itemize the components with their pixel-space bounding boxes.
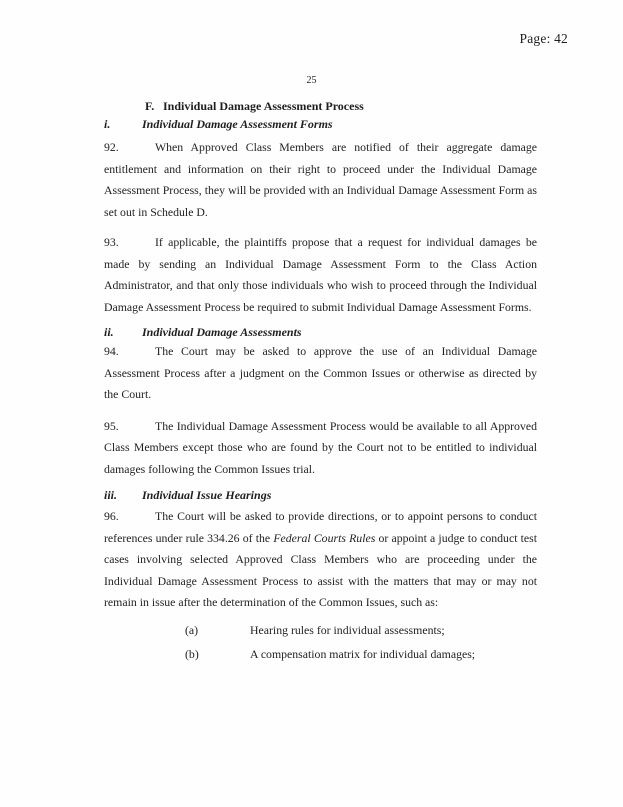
subsection-i-marker: i. [104, 117, 111, 131]
section-heading-marker: F. [145, 99, 155, 113]
paragraph-95-text: The Individual Damage Assessment Process would be available to all Approved Class Members except those who are found by the Court not to be entitled to individual damages following the Common Issues trial. [104, 418, 537, 476]
paragraph-96-text-after: or appoint a judge to conduct test cases involving selected Approved Class Members who are proceeding under the Individual Damage Assessment Process to assist with the matters that may or may not remain in issue after the determination of the Common Issues, such as: [104, 530, 538, 609]
subsection-iii-marker: iii. [104, 488, 118, 502]
subsection-iii-title: Individual Issue Hearings [142, 488, 272, 502]
subsection-ii-title: Individual Damage Assessments [142, 325, 302, 339]
list-item-a [185, 620, 537, 642]
document-body [104, 97, 537, 666]
paragraph-96-text-before: The Court will be asked to provide directions, or to appoint persons to conduct references under rule 334.26 of the [104, 509, 537, 545]
subsection-heading-ii [104, 323, 537, 341]
paragraph-93-number: 93. [104, 235, 119, 249]
list-item-a-text: Hearing rules for individual assessments; [250, 622, 445, 637]
paragraph-95 [104, 416, 537, 481]
paragraph-94-text: The Court may be asked to approve the use of an Individual Damage Assessment Process after a judgment on the Common Issues or otherwise as directed by the Court. [104, 344, 537, 401]
paragraph-93-text: If applicable, the plaintiffs propose that a request for individual damages be made by sending an Individual Damage Assessment Form to the Class Action Administrator, and that only those individuals who wish to proceed through the Individual Damage Assessment Process be required to submit Individual Damage Assessment Forms. [104, 235, 537, 314]
paragraph-93 [104, 232, 537, 318]
list-item-b [185, 644, 537, 666]
paragraph-96-citation: Federal Courts Rules [273, 530, 376, 545]
subsection-heading-i [104, 115, 537, 133]
paragraph-94-number: 94. [104, 344, 119, 358]
pdf-page-label: Page: 42 [519, 31, 568, 46]
paragraph-92 [104, 137, 537, 223]
paragraph-92-text: When Approved Class Members are notified of their aggregate damage entitlement and information on their right to proceed under the Individual Damage Assessment Process, they will be provided with an Individual Damage Assessment Form as set out in Schedule D. [104, 140, 537, 219]
subsection-heading-iii [104, 486, 537, 504]
lettered-list [104, 620, 537, 666]
section-heading-title: Individual Damage Assessment Process [163, 99, 364, 113]
subsection-ii-marker: ii. [104, 325, 114, 339]
list-item-b-marker: (b) [185, 647, 199, 661]
section-heading [145, 97, 537, 115]
subsection-i-title: Individual Damage Assessment Forms [142, 117, 333, 131]
paragraph-96-number: 96. [104, 509, 119, 523]
paragraph-96 [104, 506, 537, 614]
paragraph-92-number: 92. [104, 140, 119, 154]
paragraph-94 [104, 341, 537, 406]
paragraph-95-number: 95. [104, 418, 119, 433]
list-item-b-text: A compensation matrix for individual damages; [250, 647, 476, 661]
list-item-a-marker: (a) [185, 622, 199, 637]
document-page-number: 25 [306, 75, 317, 86]
